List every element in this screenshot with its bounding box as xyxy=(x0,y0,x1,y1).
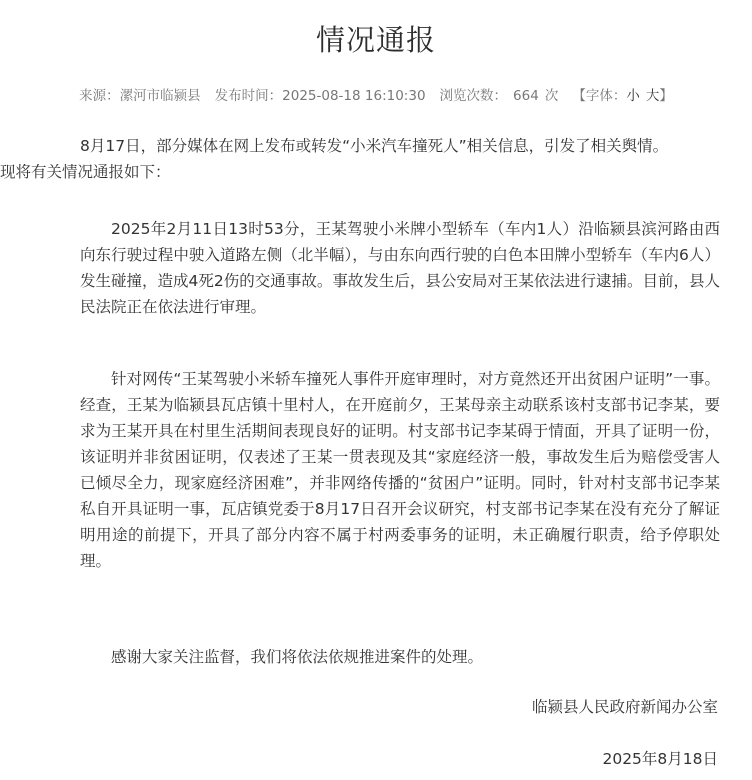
issuer-signature: 临颍县人民政府新闻办公室 xyxy=(531,698,718,716)
article-paragraph-intro xyxy=(0,133,716,185)
article-paragraph-closing xyxy=(80,644,720,670)
font-size-close: 】 xyxy=(659,88,673,104)
source-value: 漯河市临颍县 xyxy=(119,88,201,104)
font-size-label: 【字体： xyxy=(572,88,627,104)
view-count-label: 浏览次数： xyxy=(439,88,508,104)
view-count-value: 664 xyxy=(513,88,539,104)
closing-paragraph: 感谢大家关注监督，我们将依法依规推进案件的处理。 xyxy=(111,648,484,666)
intro-line-2: 现将有关情况通报如下： xyxy=(0,163,171,181)
source-label: 来源： xyxy=(79,88,120,104)
intro-line-1: 8月17日，部分媒体在网上发布或转发“小米汽车撞死人”相关信息，引发了相关舆情。 xyxy=(80,137,669,155)
font-size-large-button[interactable]: 大 xyxy=(645,88,660,104)
investigation-paragraph: 针对网传“王某驾驶小米轿车撞死人事件开庭审理时，对方竟然还开出贫困户证明”一事。经查，王某为临颍县瓦店镇十里村人，在开庭前夕，王某母亲主动联系该村支部书记李某，要求为王某开具在村里生活期间表现良好的证明。村支部书记李某碍于情面，开具了证明一份，该证明并非贫困证明，仅表述了王某一贯表现及其“家庭经济一般，事故发生后为赔偿受害人已倾尽全力，现家庭经济困难”，并非网络传播的“贫困户”证明。同时，针对村支部书记李某私自开具证明一事，瓦店镇党委于8月17日召开会议研究，村支部书记李某在没有充分了解证明用途的前提下，开具了部分内容不属于村两委事务的证明，未正确履行职责，给予停职处理。 xyxy=(80,370,720,570)
issue-date: 2025年8月18日 xyxy=(602,750,718,768)
publish-time-label: 发布时间： xyxy=(214,88,283,104)
article-paragraph-accident xyxy=(80,216,720,320)
font-size-small-button[interactable]: 小 xyxy=(626,88,640,104)
view-count-unit: 次 xyxy=(544,88,559,104)
publish-time-value: 2025-08-18 16:10:30 xyxy=(282,88,426,104)
page-title: 情况通报 xyxy=(315,23,436,57)
article-meta-bar xyxy=(0,86,752,106)
intro-paragraph xyxy=(0,133,716,185)
article-paragraph-investigation xyxy=(80,366,720,574)
accident-paragraph: 2025年2月11日13时53分，王某驾驶小米牌小型轿车（车内1人）沿临颍县滨河路由西向东行驶过程中驶入道路左侧（北半幅），与由东向西行驶的白色本田牌小型轿车（车内6人）发生碰撞，造成4死2伤的交通事故。事故发生后，县公安局对王某依法进行逮捕。目前，县人民法院正在依法进行审理。 xyxy=(80,220,720,316)
